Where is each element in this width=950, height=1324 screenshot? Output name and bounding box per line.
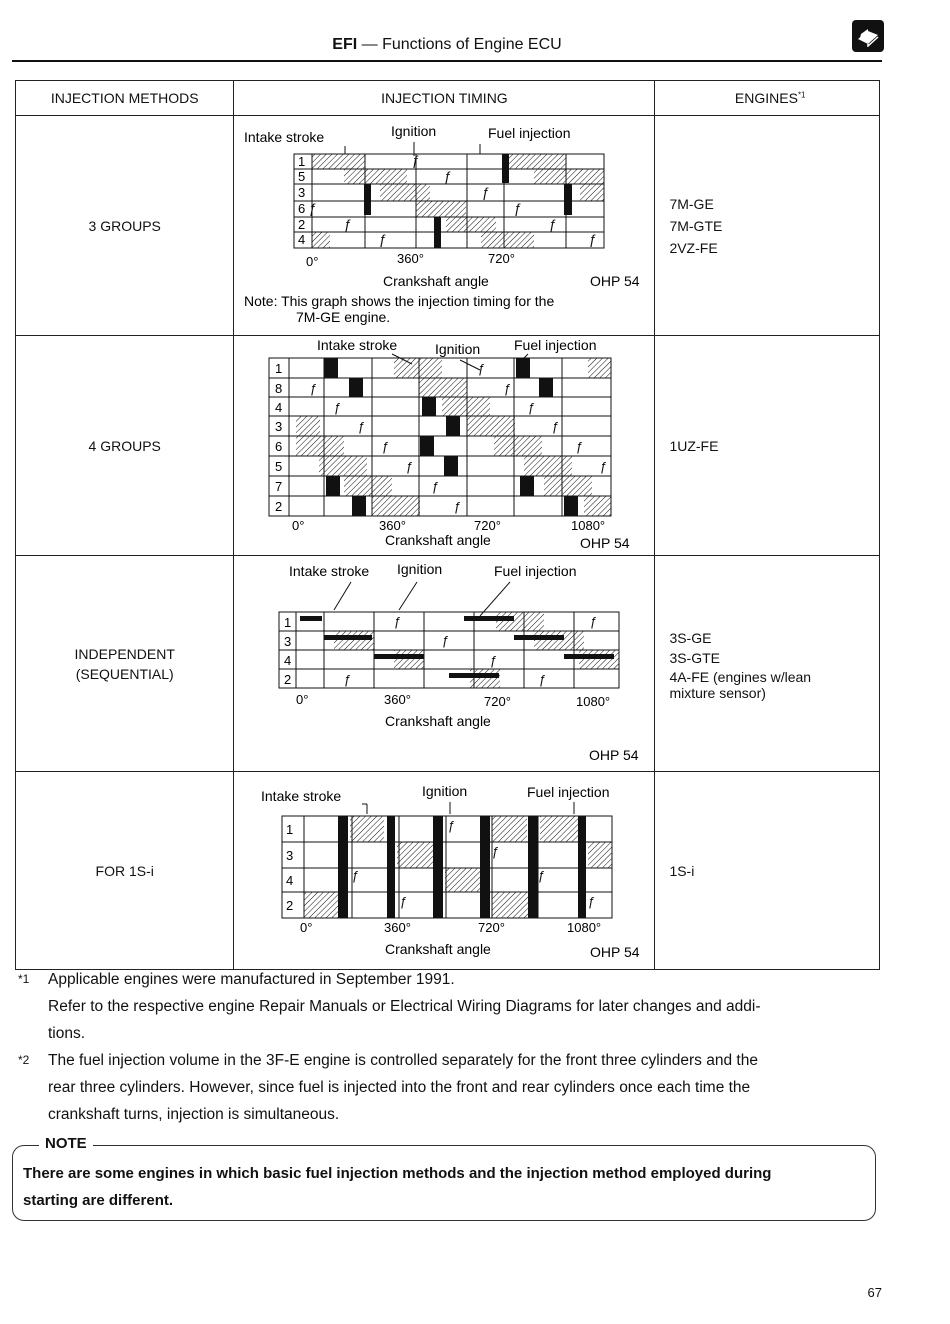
note-box — [12, 1135, 876, 1221]
label-intake-stroke: Intake stroke — [317, 337, 398, 353]
cyl-label: 5 — [275, 459, 283, 474]
book-icon — [852, 20, 884, 52]
svg-text:ƒ: ƒ — [448, 818, 456, 833]
chart-3-groups-svg — [234, 116, 654, 332]
cyl-label: 1 — [286, 822, 294, 837]
svg-text:ƒ: ƒ — [600, 459, 608, 474]
svg-text:ƒ: ƒ — [589, 231, 598, 247]
svg-text:ƒ: ƒ — [478, 361, 486, 376]
cyl-label: 1 — [275, 361, 283, 376]
page-number: 67 — [867, 1285, 882, 1300]
chart-note-line2: 7M-GE engine. — [296, 309, 391, 325]
cyl-label: 6 — [275, 439, 283, 454]
svg-text:ƒ: ƒ — [432, 479, 440, 494]
svg-text:ƒ: ƒ — [454, 499, 462, 514]
footnote-2 — [18, 1047, 883, 1128]
cyl-label: 1 — [284, 615, 292, 630]
footnotes — [18, 966, 883, 1128]
engine-item: 4A-FE (engines w/lean — [669, 668, 812, 685]
footnote-line: rear three cylinders. However, since fuel is injected into the front and rear cylinders once each time the — [48, 1079, 751, 1096]
engines-1s-i — [655, 772, 880, 970]
svg-text:ƒ: ƒ — [406, 459, 414, 474]
cyl-label: 5 — [298, 169, 306, 184]
svg-text:ƒ: ƒ — [344, 672, 352, 687]
svg-text:ƒ: ƒ — [538, 868, 546, 883]
svg-text:ƒ: ƒ — [504, 381, 512, 396]
label-ignition: Ignition — [422, 783, 468, 799]
tick-label: 360° — [379, 518, 407, 533]
table-row — [16, 772, 880, 970]
tick-label: 0° — [292, 518, 305, 533]
cyl-label: 4 — [275, 400, 283, 415]
engine-item: 1UZ-FE — [669, 437, 719, 454]
svg-text:ƒ: ƒ — [442, 633, 450, 648]
chart-note-line1: Note: This graph shows the injection timing for the — [244, 293, 555, 309]
svg-text:ƒ: ƒ — [358, 419, 366, 434]
page-header — [12, 30, 882, 60]
svg-text:ƒ: ƒ — [344, 216, 353, 232]
method-4-groups: 4 GROUPS — [16, 336, 234, 556]
svg-text:ƒ: ƒ — [334, 400, 342, 415]
tick-label: 0° — [300, 920, 313, 935]
label-ignition: Ignition — [397, 561, 443, 577]
page-title: EFI — Functions of Engine ECU — [332, 36, 562, 53]
engines-4-groups — [655, 336, 880, 556]
label-fuel-injection: Fuel injection — [527, 784, 610, 800]
svg-text:ƒ: ƒ — [588, 894, 596, 909]
footnote-line: crankshaft turns, injection is simultaneous. — [48, 1106, 340, 1123]
cyl-label: 4 — [284, 653, 292, 668]
svg-text:ƒ: ƒ — [552, 419, 560, 434]
chart-4-groups-svg — [234, 336, 654, 552]
tick-label: 0° — [306, 254, 319, 269]
note-line: starting are different. — [23, 1192, 174, 1209]
footnote-line: The fuel injection volume in the 3F-E engine is controlled separately for the front three cylinders and the — [48, 1052, 758, 1069]
x-axis-label: Crankshaft angle — [385, 941, 492, 957]
svg-text:ƒ: ƒ — [379, 231, 388, 247]
ohp-label: OHP 54 — [590, 944, 640, 960]
engine-item: 3S-GE — [669, 629, 712, 646]
cyl-label: 1 — [298, 154, 306, 169]
x-axis-label: Crankshaft angle — [385, 532, 492, 548]
label-fuel-injection: Fuel injection — [514, 337, 597, 353]
method-independent — [16, 556, 234, 772]
engine-item: 2VZ-FE — [669, 239, 718, 256]
svg-text:ƒ: ƒ — [412, 152, 421, 168]
label-ignition: Ignition — [435, 341, 481, 357]
x-axis-label: Crankshaft angle — [385, 713, 492, 729]
svg-text:ƒ: ƒ — [310, 381, 318, 396]
cyl-label: 3 — [298, 185, 306, 200]
svg-text:ƒ: ƒ — [514, 200, 523, 216]
svg-text:ƒ: ƒ — [482, 184, 491, 200]
label-fuel-injection: Fuel injection — [488, 125, 571, 141]
method-1s-i: FOR 1S-i — [16, 772, 234, 970]
tick-label: 0° — [296, 692, 309, 707]
svg-text:ƒ: ƒ — [490, 653, 498, 668]
chart-1s-i-svg — [234, 772, 654, 966]
col-injection-timing: INJECTION TIMING — [234, 81, 655, 116]
cyl-label: 8 — [275, 381, 283, 396]
cyl-label: 4 — [298, 232, 306, 247]
engines-3-groups — [655, 116, 880, 336]
svg-text:ƒ: ƒ — [576, 439, 584, 454]
cylinder-lanes-1s-i — [282, 816, 612, 918]
footnote-mark: *1 — [18, 972, 30, 986]
engine-item: 7M-GTE — [669, 217, 723, 234]
ohp-label: OHP 54 — [589, 747, 639, 763]
cylinder-lanes-4-groups — [269, 358, 611, 516]
svg-text:ƒ: ƒ — [539, 672, 547, 687]
note-label: NOTE — [39, 1135, 93, 1152]
timing-chart-1s-i — [234, 772, 655, 970]
svg-text:ƒ: ƒ — [549, 216, 558, 232]
cyl-label: 6 — [298, 201, 306, 216]
tick-label: 1080° — [571, 518, 606, 533]
svg-text:ƒ: ƒ — [352, 868, 360, 883]
col-engines: ENGINES$^{*1}$ — [655, 81, 880, 116]
svg-text:ƒ: ƒ — [528, 400, 536, 415]
tick-label: 720° — [484, 694, 512, 709]
note-text — [23, 1160, 863, 1214]
cyl-label: 3 — [286, 848, 294, 863]
table-row — [16, 116, 880, 336]
cyl-label: 7 — [275, 479, 283, 494]
tick-label: 360° — [397, 251, 425, 266]
svg-text:ƒ: ƒ — [590, 614, 598, 629]
footnote-line: Applicable engines were manufactured in September 1991. — [48, 971, 455, 988]
engine-item: mixture sensor) — [669, 684, 766, 701]
footnote-1 — [18, 966, 883, 1047]
engine-item: 7M-GE — [669, 195, 714, 212]
method-line: (SEQUENTIAL) — [75, 665, 174, 682]
ohp-label: OHP 54 — [590, 273, 640, 289]
tick-label: 360° — [384, 920, 412, 935]
cyl-label: 2 — [298, 217, 306, 232]
label-ignition: Ignition — [391, 123, 437, 139]
engine-item: 3S-GTE — [669, 649, 721, 666]
col-injection-methods: INJECTION METHODS — [16, 81, 234, 116]
ohp-label: OHP 54 — [580, 535, 630, 551]
injection-methods-table — [15, 80, 880, 970]
table-row — [16, 556, 880, 772]
label-intake-stroke: Intake stroke — [289, 563, 370, 579]
cyl-label: 2 — [286, 898, 294, 913]
svg-text:ƒ: ƒ — [444, 168, 453, 184]
engines-independent — [655, 556, 880, 772]
note-line: There are some engines in which basic fuel injection methods and the injection method employed during — [23, 1165, 772, 1182]
header-rule — [12, 60, 882, 62]
tick-label: 720° — [478, 920, 506, 935]
table-row — [16, 336, 880, 556]
footnote-line: tions. — [48, 1025, 86, 1042]
svg-text:ƒ: ƒ — [382, 439, 390, 454]
tick-label: 1080° — [576, 694, 611, 709]
timing-chart-4-groups — [234, 336, 655, 556]
cyl-label: 2 — [275, 499, 283, 514]
cyl-label: 4 — [286, 873, 294, 888]
method-line: INDEPENDENT — [74, 645, 175, 662]
engine-item: 1S-i — [669, 862, 695, 879]
tick-label: 720° — [474, 518, 502, 533]
svg-text:ƒ: ƒ — [309, 200, 318, 216]
table-header-row — [16, 81, 880, 116]
svg-text:ƒ: ƒ — [492, 844, 500, 859]
label-fuel-injection: Fuel injection — [494, 563, 577, 579]
cyl-label: 2 — [284, 672, 292, 687]
label-intake-stroke: Intake stroke — [244, 129, 325, 145]
label-intake-stroke: Intake stroke — [261, 788, 342, 804]
tick-label: 360° — [384, 692, 412, 707]
footnote-mark: *2 — [18, 1053, 30, 1067]
cyl-label: 3 — [284, 634, 292, 649]
timing-chart-independent — [234, 556, 655, 772]
cylinder-lanes-independent — [279, 612, 619, 688]
footnote-line: Refer to the respective engine Repair Manuals or Electrical Wiring Diagrams for later changes and addi- — [48, 998, 761, 1015]
chart-independent-svg — [234, 556, 654, 768]
tick-label: 720° — [488, 251, 516, 266]
svg-text:ƒ: ƒ — [394, 614, 402, 629]
cyl-label: 3 — [275, 419, 283, 434]
timing-chart-3-groups — [234, 116, 655, 336]
svg-text:ƒ: ƒ — [400, 894, 408, 909]
tick-label: 1080° — [567, 920, 602, 935]
x-axis-label: Crankshaft angle — [383, 273, 490, 289]
method-3-groups: 3 GROUPS — [16, 116, 234, 336]
